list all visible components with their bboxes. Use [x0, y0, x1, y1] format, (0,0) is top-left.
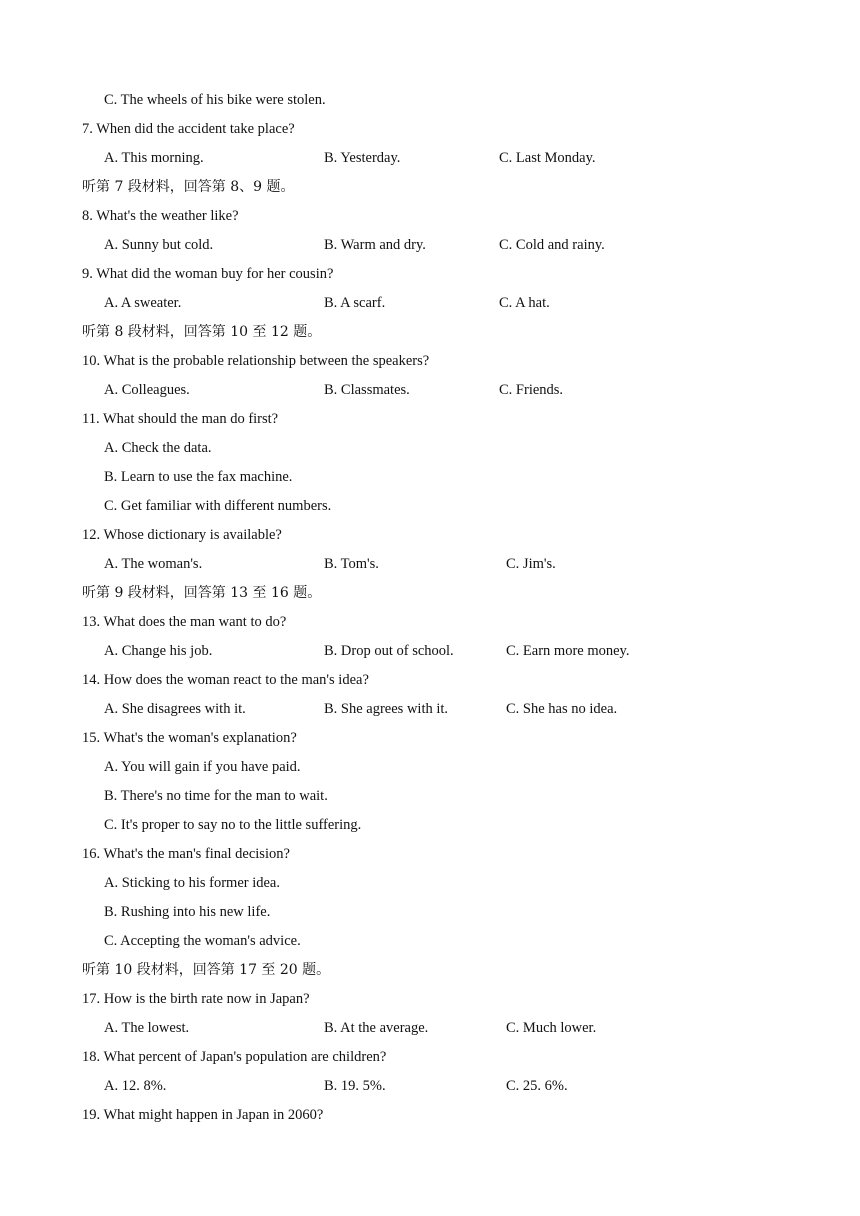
options-row [0, 550, 860, 579]
option-c: C. Much lower. [506, 1020, 597, 1036]
option-a: A. Change his job. [104, 643, 213, 659]
section-heading: 听第 8 段材料，回答第 10 至 12 题。 [82, 324, 322, 340]
option-b: B. Yesterday. [324, 150, 401, 166]
option-b: B. At the average. [324, 1020, 429, 1036]
option-line: C. Accepting the woman's advice. [104, 933, 301, 949]
question-9: 9. What did the woman buy for her cousin? [82, 266, 334, 282]
option-line: B. Rushing into his new life. [104, 904, 271, 920]
option-a: A. 12. 8%. [104, 1078, 167, 1094]
options-row [0, 695, 860, 724]
section-heading: 听第 9 段材料，回答第 13 至 16 题。 [82, 585, 322, 601]
question-18: 18. What percent of Japan's population are children? [82, 1049, 387, 1065]
option-c: C. Earn more money. [506, 643, 630, 659]
question-11: 11. What should the man do first? [82, 411, 279, 427]
section-heading: 听第 10 段材料，回答第 17 至 20 题。 [82, 962, 331, 978]
option-line: C. The wheels of his bike were stolen. [104, 92, 326, 108]
question-19: 19. What might happen in Japan in 2060? [82, 1107, 324, 1123]
option-a: A. The woman's. [104, 556, 203, 572]
option-b: B. Classmates. [324, 382, 410, 398]
option-a: A. The lowest. [104, 1020, 190, 1036]
question-16: 16. What's the man's final decision? [82, 846, 290, 862]
option-a: A. This morning. [104, 150, 204, 166]
question-8: 8. What's the weather like? [82, 208, 239, 224]
options-row [0, 637, 860, 666]
option-b: B. 19. 5%. [324, 1078, 386, 1094]
options-row [0, 144, 860, 173]
option-a: A. She disagrees with it. [104, 701, 246, 717]
option-b: B. A scarf. [324, 295, 386, 311]
option-c: C. Friends. [499, 382, 564, 398]
options-row [0, 376, 860, 405]
question-12: 12. Whose dictionary is available? [82, 527, 282, 543]
option-line: A. You will gain if you have paid. [104, 759, 301, 775]
option-b: B. Tom's. [324, 556, 379, 572]
option-line: A. Sticking to his former idea. [104, 875, 280, 891]
option-line: B. Learn to use the fax machine. [104, 469, 293, 485]
option-c: C. 25. 6%. [506, 1078, 568, 1094]
question-13: 13. What does the man want to do? [82, 614, 287, 630]
question-15: 15. What's the woman's explanation? [82, 730, 297, 746]
options-row [0, 231, 860, 260]
option-line: A. Check the data. [104, 440, 212, 456]
option-c: C. A hat. [499, 295, 550, 311]
section-heading: 听第 7 段材料，回答第 8、9 题。 [82, 179, 295, 195]
options-row [0, 289, 860, 318]
option-line: C. It's proper to say no to the little suffering. [104, 817, 362, 833]
option-c: C. Jim's. [506, 556, 556, 572]
option-c: C. Cold and rainy. [499, 237, 605, 253]
option-a: A. Sunny but cold. [104, 237, 214, 253]
options-row [0, 1072, 860, 1101]
option-c: C. She has no idea. [506, 701, 618, 717]
question-14: 14. How does the woman react to the man's idea? [82, 672, 369, 688]
option-b: B. Warm and dry. [324, 237, 426, 253]
option-b: B. She agrees with it. [324, 701, 449, 717]
option-a: A. A sweater. [104, 295, 182, 311]
question-17: 17. How is the birth rate now in Japan? [82, 991, 310, 1007]
options-row [0, 1014, 860, 1043]
option-c: C. Last Monday. [499, 150, 596, 166]
question-10: 10. What is the probable relationship between the speakers? [82, 353, 430, 369]
question-7: 7. When did the accident take place? [82, 121, 295, 137]
option-b: B. Drop out of school. [324, 643, 454, 659]
option-line: C. Get familiar with different numbers. [104, 498, 332, 514]
option-a: A. Colleagues. [104, 382, 190, 398]
document-page [0, 86, 860, 1130]
option-line: B. There's no time for the man to wait. [104, 788, 328, 804]
